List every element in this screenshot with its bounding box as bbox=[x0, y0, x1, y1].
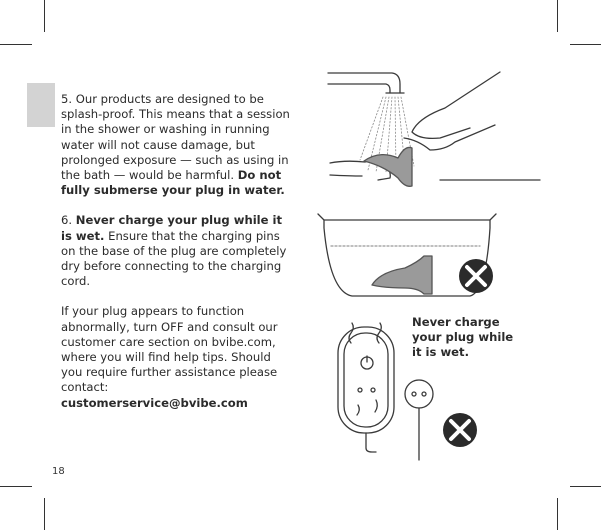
paragraph-5-text: 5. Our products are designed to be splash-proof. This means that a session in the shower or washing in running water will not cause damage, but prolonged exposure — such as using in the bath — would be harmful. bbox=[61, 92, 290, 183]
plug-toy-icon bbox=[364, 147, 412, 186]
paragraph-5-bold: Do not fully submerse your plug in water. bbox=[61, 168, 285, 198]
paragraph-7-text: If your plug appears to function abnormally, turn OFF and consult our customer care section on bvibe.com, where you will find help tips. Should you require further assistance please contact: bbox=[61, 304, 278, 395]
no-icon-bath bbox=[459, 259, 493, 293]
page-number: 18 bbox=[52, 466, 65, 477]
faucet-icon bbox=[328, 73, 404, 93]
paragraph-6-bold: Never charge your plug while it is wet. bbox=[61, 213, 283, 243]
paragraph-6-text: Ensure that the charging pins on the base of the plug are completely dry before connecting to the charging cord. bbox=[61, 228, 287, 289]
paragraph-6-number: 6. bbox=[61, 213, 76, 228]
plug-in-bath-icon bbox=[372, 256, 432, 294]
hands-icon bbox=[330, 72, 540, 180]
support-email[interactable]: customerservice@bvibe.com bbox=[61, 395, 248, 410]
charging-warning: Never charge your plug while it is wet. bbox=[412, 315, 514, 359]
no-icon-charger bbox=[443, 413, 477, 447]
